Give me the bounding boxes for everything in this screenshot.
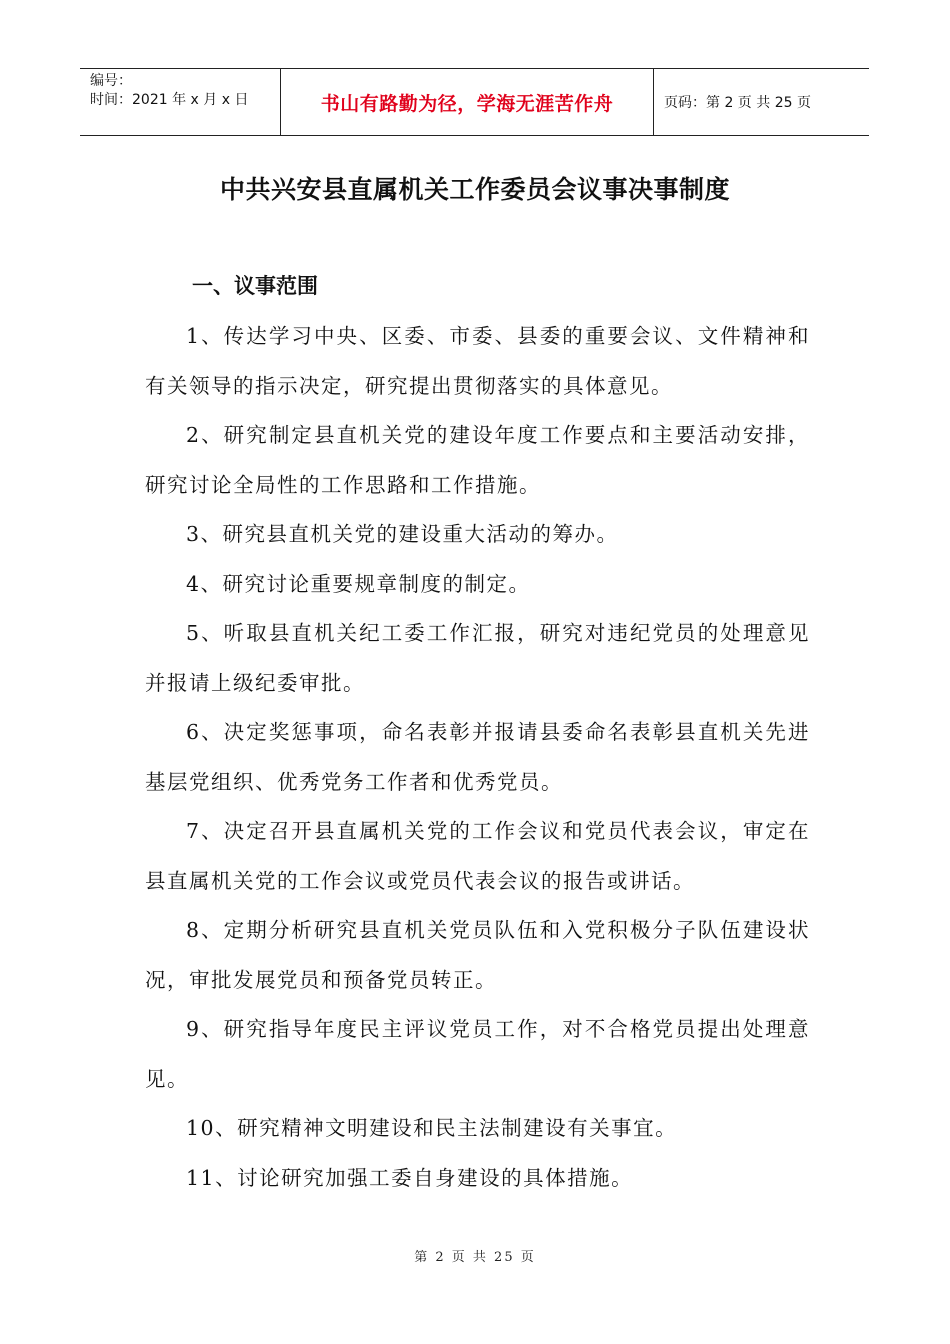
paragraph-item: 4、研究讨论重要规章制度的制定。 xyxy=(186,571,531,596)
paragraph-item: 6、决定奖惩事项，命名表彰并报请县委命名表彰县直机关先进基层党组织、优秀党务工作者和优秀党员。 xyxy=(145,720,810,794)
header-motto-cell xyxy=(281,69,654,135)
paragraph-item: 7、决定召开县直属机关党的工作会议和党员代表会议，审定在县直属机关党的工作会议或党员代表会议的报告或讲话。 xyxy=(145,819,810,893)
document-time-label: 时间：2021 年 x 月 x 日 xyxy=(90,92,249,108)
paragraph-item: 11、讨论研究加强工委自身建设的具体措施。 xyxy=(186,1165,634,1190)
document-number-label: 编号： xyxy=(90,73,132,89)
paragraph-item: 3、研究县直机关党的建设重大活动的筹办。 xyxy=(186,522,619,546)
header-meta-cell xyxy=(80,69,281,135)
paragraph-item: 9、研究指导年度民主评议党员工作，对不合格党员提出处理意见。 xyxy=(145,1017,810,1091)
paragraph-item: 8、定期分析研究县直机关党员队伍和入党积极分子队伍建设状况，审批发展党员和预备党员转正。 xyxy=(145,918,810,992)
paragraph-item: 10、研究精神文明建设和民主法制建设有关事宜。 xyxy=(186,1116,678,1140)
page-footer: 第 2 页 共 25 页 xyxy=(414,1250,536,1265)
header-page-cell xyxy=(654,69,869,135)
paragraph-item: 2、研究制定县直机关党的建设年度工作要点和主要活动安排，研究讨论全局性的工作思路和工作措施。 xyxy=(145,423,810,497)
page-info: 页码：第 2 页 共 25 页 xyxy=(664,95,811,111)
header-table xyxy=(80,68,869,136)
paragraph-item: 1、传达学习中央、区委、市委、县委的重要会议、文件精神和有关领导的指示决定，研究提出贯彻落实的具体意见。 xyxy=(145,324,810,398)
paragraph-item: 5、听取县直机关纪工委工作汇报，研究对违纪党员的处理意见并报请上级纪委审批。 xyxy=(145,621,810,695)
section-heading: 一、议事范围 xyxy=(192,274,318,298)
motto-text: 书山有路勤为径，学海无涯苦作舟 xyxy=(320,92,614,115)
document-body xyxy=(145,312,810,1203)
document-title: 中共兴安县直属机关工作委员会议事决事制度 xyxy=(219,175,730,204)
